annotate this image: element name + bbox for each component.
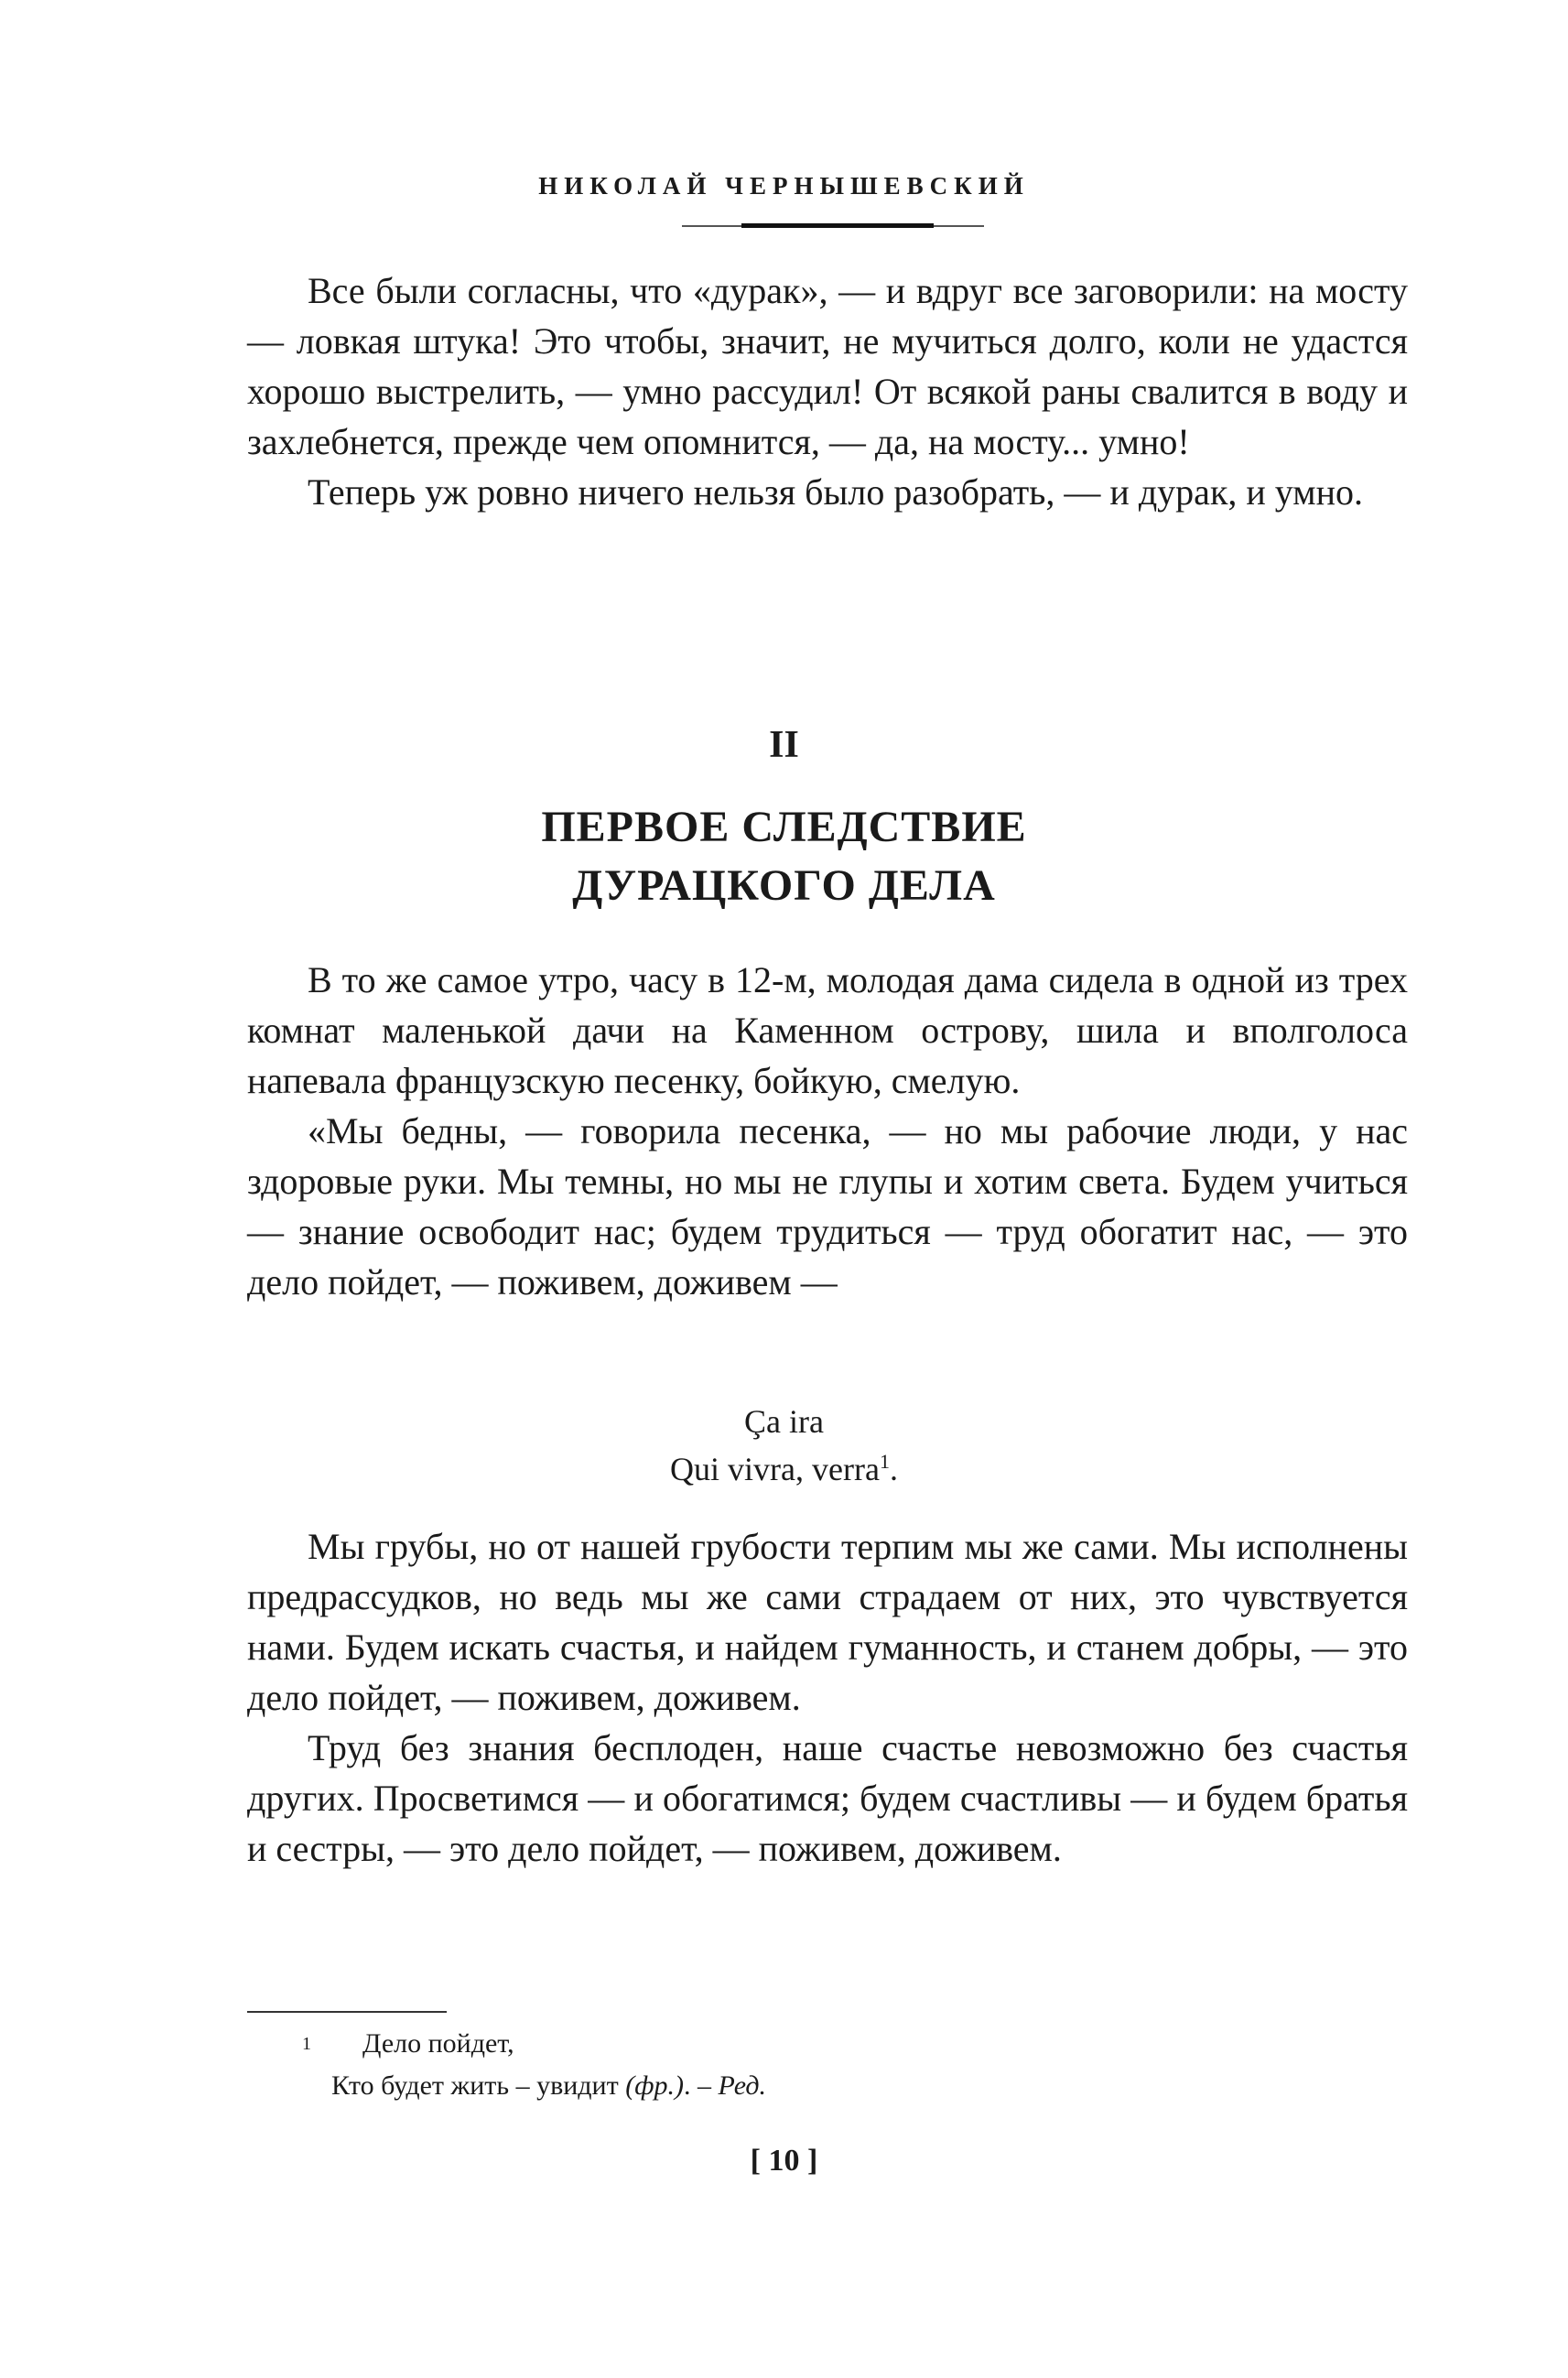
footnote-editor: Ред. — [718, 2070, 767, 2101]
footnote-line-1 — [247, 2023, 1408, 2065]
paragraph: Теперь уж ровно ничего нельзя было разобрать, — и дурак, и умно. — [308, 471, 1363, 513]
top-text-block — [247, 265, 1408, 517]
footnote-rule — [247, 2011, 447, 2013]
footnote-mark: 1 — [302, 2034, 311, 2054]
footnote-reference: 1 — [879, 1450, 890, 1473]
verse-line-2-end: . — [889, 1451, 898, 1487]
paragraph: Труд без знания бесплоден, наше счастье невозможно без счастья других. Просветимся — и обогатимся; будем счастливы — и будем братья и сестры, — это дело пойдет, — поживем, доживем. — [247, 1727, 1408, 1869]
verse-line-1: Ça ira — [744, 1403, 824, 1440]
chapter-title-line-2: ДУРАЦКОГО ДЕЛА — [572, 861, 996, 910]
after-verse-text-block — [247, 1521, 1408, 1874]
paragraph: Мы грубы, но от нашей грубости терпим мы же сами. Мы исполнены предрассудков, но ведь мы же сами страдаем от них, это чувствуется нами. Будем искать счастья, и найдем гуманность, и станем добры, — это дело пойдет, — поживем, доживем. — [247, 1526, 1408, 1718]
running-head: НИКОЛАЙ ЧЕРНЫШЕВСКИЙ — [538, 172, 1030, 200]
verse-line-2 — [0, 1445, 1568, 1493]
chapter-number: II — [769, 724, 799, 766]
footnote-line-1-text: Дело пойдет, — [362, 2028, 514, 2059]
page-number: [ 10 ] — [750, 2144, 818, 2178]
header-rule-bold — [741, 223, 934, 228]
chapter-text-block — [247, 955, 1408, 1307]
verse — [0, 1398, 1568, 1493]
footnote-language: (фр.) — [625, 2070, 685, 2101]
paragraph: «Мы бедны, — говорила песенка, — но мы рабочие люди, у нас здоровые руки. Мы темны, но мы не глупы и хотим света. Будем учиться — знание освободит нас; будем трудиться — труд обогатит нас, — это дело пойдет, — поживем, доживем — — [247, 1110, 1408, 1302]
paragraph: В то же самое утро, часу в 12-м, молодая дама сидела в одной из трех комнат маленькой дачи на Каменном острову, шила и вполголоса напевала французскую песенку, бойкую, смелую. — [247, 959, 1408, 1101]
footnote-line-2-text: Кто будет жить – увидит — [331, 2070, 626, 2101]
verse-line-2-text: Qui vivra, verra — [670, 1451, 880, 1487]
footnote-line-2 — [247, 2065, 1408, 2107]
footnote — [247, 2023, 1408, 2107]
chapter-title — [0, 798, 1568, 915]
chapter-title-line-1: ПЕРВОЕ СЛЕДСТВИЕ — [541, 803, 1027, 851]
footnote-separator: . – — [684, 2070, 719, 2101]
paragraph: Все были согласны, что «дурак», — и вдруг все заговорили: на мосту — ловкая штука! Это чтобы, значит, не мучиться долго, коли не удастся хорошо выстрелить, — умно рассудил! От всякой раны свалится в воду и захлебнется, прежде чем опомнится, — да, на мосту... умно! — [247, 270, 1408, 462]
